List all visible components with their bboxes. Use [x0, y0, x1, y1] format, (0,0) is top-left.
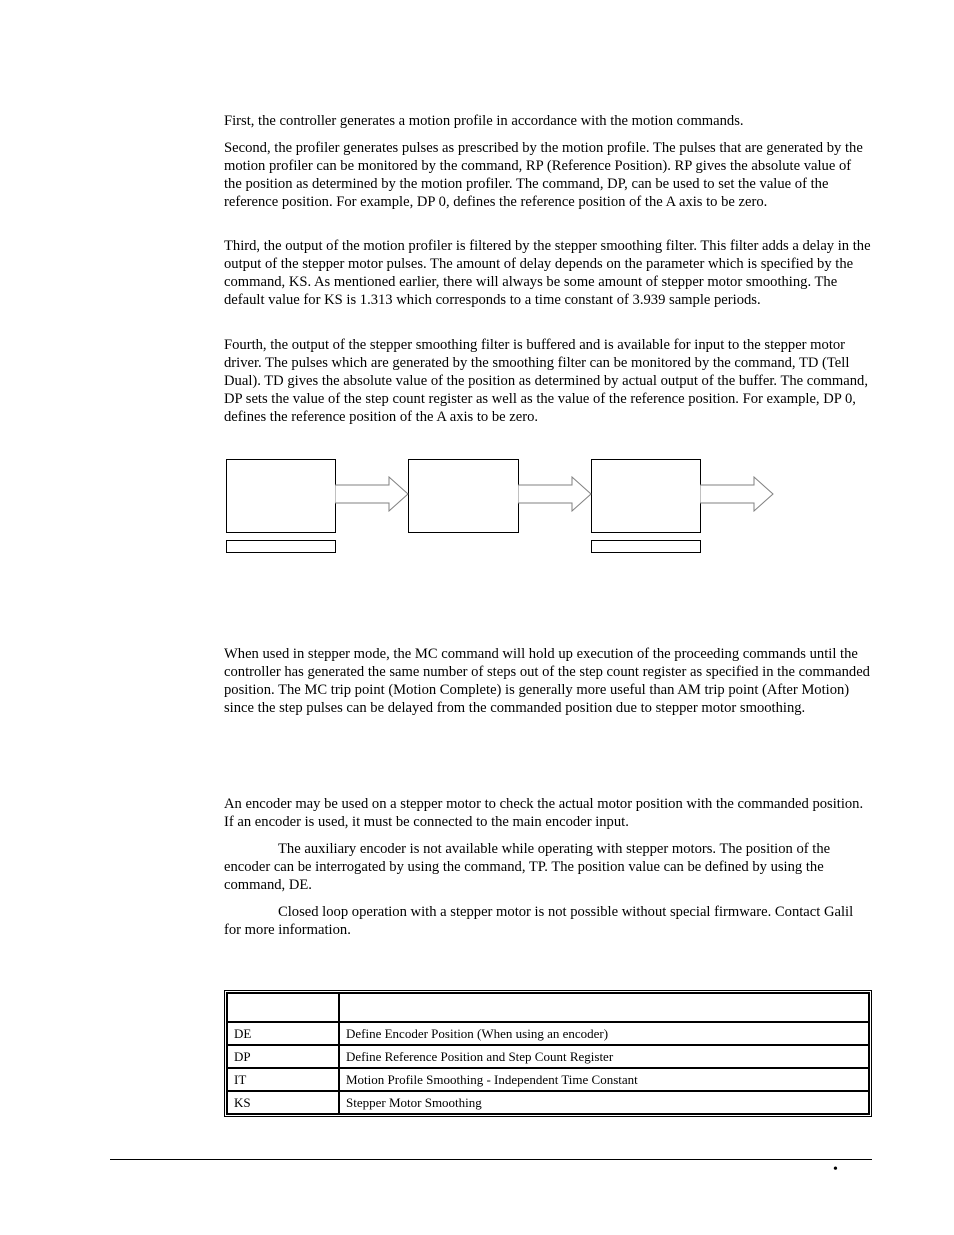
- command-cell: DP: [227, 1045, 339, 1068]
- paragraph-1: First, the controller generates a motion profile in accordance with the motion commands.: [224, 113, 744, 129]
- paragraph-2: Second, the profiler generates pulses as prescribed by the motion profile. The pulses that are generated by the motion profiler can be monitored by the command, RP (Reference Position). RP gives the absolute value of the position as determined by the motion profiler. The command, DP, can be used to set the value of the reference position. For example, DP 0, defines the reference position of the A axis to be zero.: [224, 140, 863, 210]
- profiler-label-box: [226, 540, 336, 553]
- header-cell-description: [339, 993, 869, 1022]
- profiler-block: [226, 459, 336, 533]
- buffer-block: [591, 459, 701, 533]
- table-row: [227, 1045, 869, 1068]
- arrow-3-icon: [700, 476, 776, 512]
- description-cell: Motion Profile Smoothing - Independent Time Constant: [339, 1068, 869, 1091]
- paragraph-6: An encoder may be used on a stepper motor to check the actual motor position with the commanded position. If an encoder is used, it must be connected to the main encoder input.: [224, 796, 864, 830]
- paragraph-7: The auxiliary encoder is not available while operating with stepper motors. The position of the encoder can be interrogated by using the command, TP. The position value can be defined by using the command, DE.: [224, 841, 831, 893]
- description-cell: Define Encoder Position (When using an encoder): [339, 1022, 869, 1045]
- description-cell: Stepper Motor Smoothing: [339, 1091, 869, 1114]
- smoothing-filter-block: [408, 459, 519, 533]
- arrow-2-icon: [518, 476, 594, 512]
- paragraph-5: When used in stepper mode, the MC command will hold up execution of the proceeding commands until the controller has generated the same number of steps out of the step count register as specified in the commanded position. The MC trip point (Motion Complete) is generally more useful than AM trip point (After Motion) since the step pulses can be delayed from the commanded position due to stepper motor smoothing.: [224, 646, 870, 716]
- arrow-1-icon: [335, 476, 411, 512]
- paragraph-3: Third, the output of the motion profiler is filtered by the stepper smoothing filter. This filter adds a delay in the output of the stepper motor pulses. The amount of delay depends on the parameter which is specified by the command, KS. As mentioned earlier, there will always be some amount of stepper motor smoothing. The default value for KS is 1.313 which corresponds to a time constant of 3.939 sample periods.: [224, 238, 871, 308]
- footer-bullet: •: [833, 1162, 838, 1177]
- table-row: [227, 1068, 869, 1091]
- footer-rule: [110, 1159, 872, 1160]
- command-table: [224, 990, 872, 1117]
- command-cell: KS: [227, 1091, 339, 1114]
- description-cell: Define Reference Position and Step Count Register: [339, 1045, 869, 1068]
- command-cell: IT: [227, 1068, 339, 1091]
- table-row: [227, 1022, 869, 1045]
- paragraph-4: Fourth, the output of the stepper smoothing filter is buffered and is available for input to the stepper motor driver. The pulses which are generated by the smoothing filter can be monitored by the command, TD (Tell Dual). TD gives the absolute value of the position as determined by actual output of the buffer. The command, DP sets the value of the step count register as well as the value of the reference position. For example, DP 0, defines the reference position of the A axis to be zero.: [224, 337, 868, 425]
- paragraph-8: Closed loop operation with a stepper motor is not possible without special firmware. Contact Galil for more information.: [224, 904, 854, 938]
- buffer-label-box: [591, 540, 701, 553]
- command-cell: DE: [227, 1022, 339, 1045]
- header-cell-command: [227, 993, 339, 1022]
- table-header-row: [227, 993, 869, 1022]
- table-row: [227, 1091, 869, 1114]
